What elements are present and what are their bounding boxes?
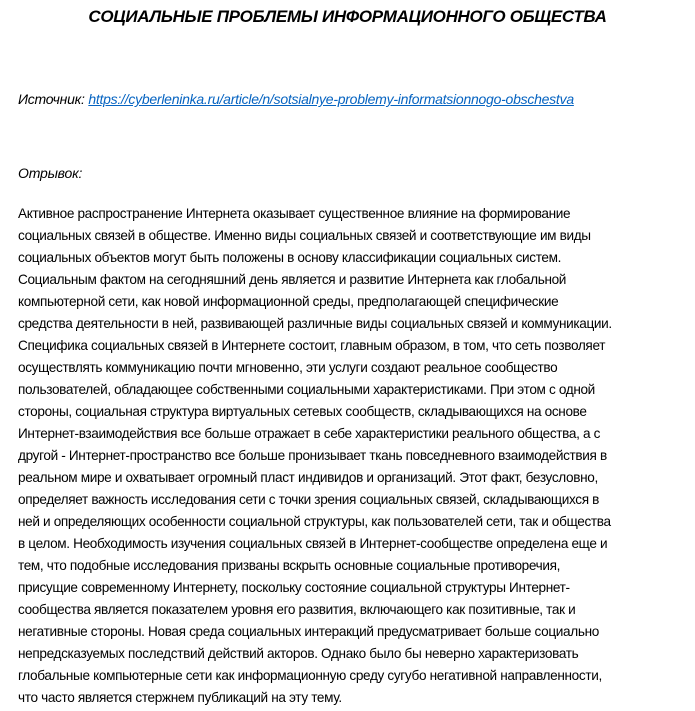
body-text-line: определяет важность исследования сети с точки зрения социальных связей, складывающихся в (18, 492, 600, 507)
body-text-line: пользователей, обладающее собственными социальными характеристиками. При этом с одной (18, 382, 595, 397)
body-text-line: реальном мире и охватывает огромный пласт индивидов и организаций. Этот факт, безусловно, (18, 470, 598, 485)
body-text-line: сообщества является показателем уровня его развития, включающего как позитивные, так и (18, 602, 576, 617)
body-text-line: что часто является стержнем публикаций на эту тему. (18, 690, 342, 705)
excerpt-label: Отрывок: (18, 165, 83, 181)
body-text-line: осуществлять коммуникацию почти мгновенно, эти услуги создают реальное сообщество (18, 360, 558, 375)
body-text-line: средства деятельности в ней, развивающей различные виды социальных связей и коммуникации. (18, 316, 612, 331)
document-title: СОЦИАЛЬНЫЕ ПРОБЛЕМЫ ИНФОРМАЦИОННОГО ОБЩЕСТВА (88, 7, 607, 26)
body-text-line: негативные стороны. Новая среда социальных интеракций предусматривает больше социально (18, 624, 599, 639)
source-line (18, 91, 574, 107)
body-text-line: компьютерной сети, как новой информационной среды, предполагающей специфические (18, 294, 559, 309)
body-text-line: социальных связей в обществе. Именно виды социальных связей и соответствующие им виды (18, 228, 591, 243)
body-text-line: тем, что подобные исследования призваны вскрыть основные социальные противоречия, (18, 558, 561, 573)
source-label: Источник: (18, 91, 89, 107)
source-link[interactable]: https://cyberleninka.ru/article/n/sotsialnye-problemy-informatsionnogo-obschestva (88, 91, 574, 107)
body-text-line: Специфика социальных связей в Интернете состоит, главным образом, в том, что сеть позволяет (18, 338, 606, 353)
body-text-line: Активное распространение Интернета оказывает существенное влияние на формирование (18, 206, 571, 221)
body-text-line: другой - Интернет-пространство все больше пронизывает ткань повседневного взаимодействия в (18, 448, 607, 463)
body-text-line: в целом. Необходимость изучения социальных связей в Интернет-сообществе определена еще и (18, 536, 608, 551)
body-text-line: ней и определяющих особенности социальной структуры, как пользователей сети, так и общества (18, 514, 611, 529)
body-text-line: Социальным фактом на сегодняшний день является и развитие Интернета как глобальной (18, 272, 567, 287)
body-text-line: стороны, социальная структура виртуальных сетевых сообществ, складывающихся на основе (18, 404, 587, 419)
body-text-line: глобальные компьютерные сети как информационную среду сугубо негативной направленности, (18, 668, 602, 683)
body-text-line: непредсказуемых последствий действий акторов. Однако было бы неверно характеризовать (18, 646, 579, 661)
excerpt-body (18, 203, 688, 709)
body-text-line: присущие современному Интернету, поскольку состояние социальной структуры Интернет- (18, 580, 570, 595)
body-text-line: Интернет-взаимодействия все больше отражает в себе характеристики реального общества, а с (18, 426, 601, 441)
body-text-line: социальных объектов могут быть положены в основу классификации социальных систем. (18, 250, 562, 265)
